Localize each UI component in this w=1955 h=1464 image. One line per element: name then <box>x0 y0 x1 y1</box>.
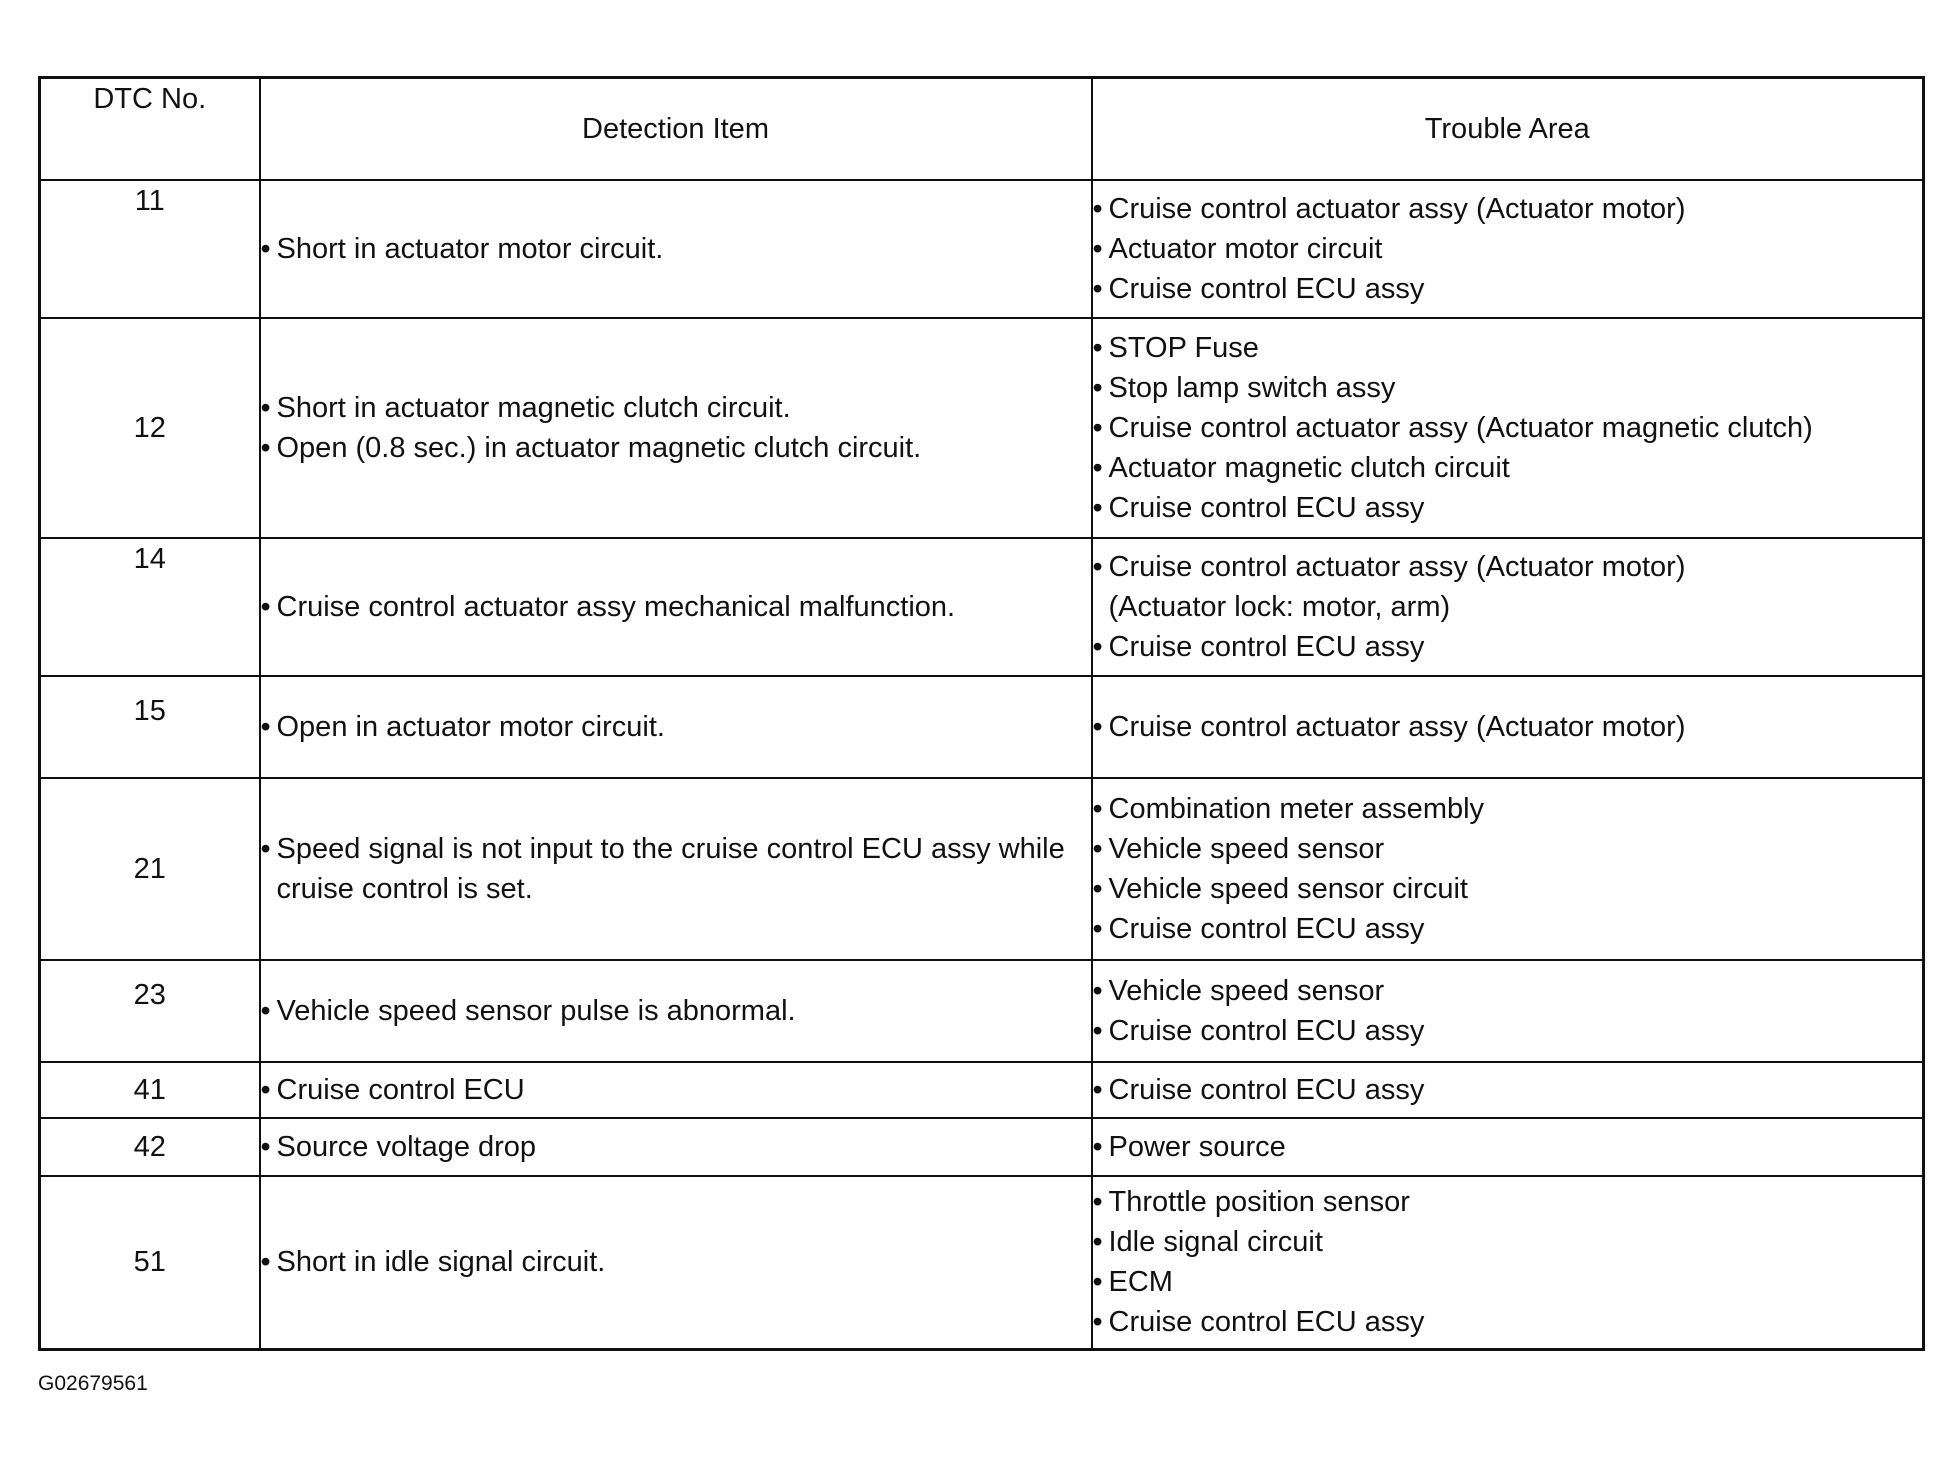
dtc-code: 51 <box>40 1176 260 1350</box>
header-dtc-no: DTC No. <box>40 78 260 180</box>
detection-line: • Open in actuator motor circuit. <box>261 707 1091 747</box>
trouble-line: • Combination meter assembly <box>1093 789 1923 829</box>
detection-item <box>260 1176 1092 1350</box>
detection-line: • Short in actuator magnetic clutch circuit. <box>261 388 1091 428</box>
trouble-line: • STOP Fuse <box>1093 328 1923 368</box>
detection-item <box>260 1062 1092 1118</box>
trouble-line: • Cruise control actuator assy (Actuator motor) <box>1093 707 1923 747</box>
detection-line: • Cruise control actuator assy mechanical malfunction. <box>261 587 1091 627</box>
table-row <box>40 960 1924 1062</box>
detection-item <box>260 1118 1092 1176</box>
trouble-line: • Cruise control actuator assy (Actuator magnetic clutch) <box>1093 408 1923 448</box>
trouble-area <box>1092 318 1924 538</box>
trouble-line: • Cruise control ECU assy <box>1093 1011 1923 1051</box>
trouble-line: • Actuator motor circuit <box>1093 229 1923 269</box>
trouble-line: • Vehicle speed sensor circuit <box>1093 869 1923 909</box>
detection-item <box>260 318 1092 538</box>
table-row <box>40 318 1924 538</box>
dtc-code: 23 <box>40 960 260 1062</box>
trouble-line: • Stop lamp switch assy <box>1093 368 1923 408</box>
detection-line: • Cruise control ECU <box>261 1070 1091 1110</box>
detection-line-continuation: cruise control is set. <box>276 872 533 905</box>
trouble-line: • Actuator magnetic clutch circuit <box>1093 448 1923 488</box>
dtc-code: 12 <box>40 318 260 538</box>
trouble-line: • Throttle position sensor <box>1093 1182 1923 1222</box>
trouble-line: • Cruise control ECU assy <box>1093 269 1923 309</box>
trouble-line: • ECM <box>1093 1262 1923 1302</box>
detection-item <box>260 538 1092 676</box>
trouble-line: • Cruise control ECU assy <box>1093 1302 1923 1342</box>
detection-item <box>260 676 1092 778</box>
dtc-code: 21 <box>40 778 260 960</box>
detection-item <box>260 778 1092 960</box>
figure-id: G02679561 <box>38 1372 148 1395</box>
trouble-line-continuation: (Actuator lock: motor, arm) <box>1108 590 1451 623</box>
header-detection-item: Detection Item <box>260 78 1092 180</box>
dtc-code: 11 <box>40 180 260 318</box>
trouble-area <box>1092 180 1924 318</box>
table-row <box>40 676 1924 778</box>
detection-item <box>260 960 1092 1062</box>
trouble-area <box>1092 538 1924 676</box>
detection-item <box>260 180 1092 318</box>
detection-line: • Short in idle signal circuit. <box>261 1242 1091 1282</box>
trouble-line: • Cruise control ECU assy <box>1093 1070 1923 1110</box>
header-trouble-area: Trouble Area <box>1092 78 1924 180</box>
detection-line: • Vehicle speed sensor pulse is abnormal. <box>261 991 1091 1031</box>
table-row <box>40 180 1924 318</box>
trouble-line: • Idle signal circuit <box>1093 1222 1923 1262</box>
trouble-line: • Cruise control ECU assy <box>1093 909 1923 949</box>
detection-line: • Speed signal is not input to the cruise control ECU assy while <box>261 829 1091 869</box>
trouble-line: • Cruise control actuator assy (Actuator motor) <box>1093 189 1923 229</box>
table-row <box>40 778 1924 960</box>
trouble-line: • Cruise control ECU assy <box>1093 488 1923 528</box>
detection-line: • Source voltage drop <box>261 1127 1091 1167</box>
trouble-line: • Vehicle speed sensor <box>1093 971 1923 1011</box>
dtc-code: 15 <box>40 676 260 778</box>
dtc-code: 41 <box>40 1062 260 1118</box>
table-row <box>40 538 1924 676</box>
trouble-area <box>1092 778 1924 960</box>
trouble-line: • Cruise control ECU assy <box>1093 627 1923 667</box>
detection-line: • Short in actuator motor circuit. <box>261 229 1091 269</box>
trouble-area <box>1092 676 1924 778</box>
dtc-code: 42 <box>40 1118 260 1176</box>
table-header-row <box>40 78 1924 180</box>
trouble-line: • Cruise control actuator assy (Actuator motor) <box>1093 547 1923 587</box>
trouble-area <box>1092 1176 1924 1350</box>
table-row <box>40 1118 1924 1176</box>
dtc-table <box>38 76 1925 1351</box>
dtc-code: 14 <box>40 538 260 676</box>
detection-line: • Open (0.8 sec.) in actuator magnetic clutch circuit. <box>261 428 1091 468</box>
trouble-area <box>1092 1062 1924 1118</box>
trouble-area <box>1092 1118 1924 1176</box>
table-row <box>40 1176 1924 1350</box>
table-row <box>40 1062 1924 1118</box>
trouble-line: • Power source <box>1093 1127 1923 1167</box>
trouble-line: • Vehicle speed sensor <box>1093 829 1923 869</box>
trouble-area <box>1092 960 1924 1062</box>
